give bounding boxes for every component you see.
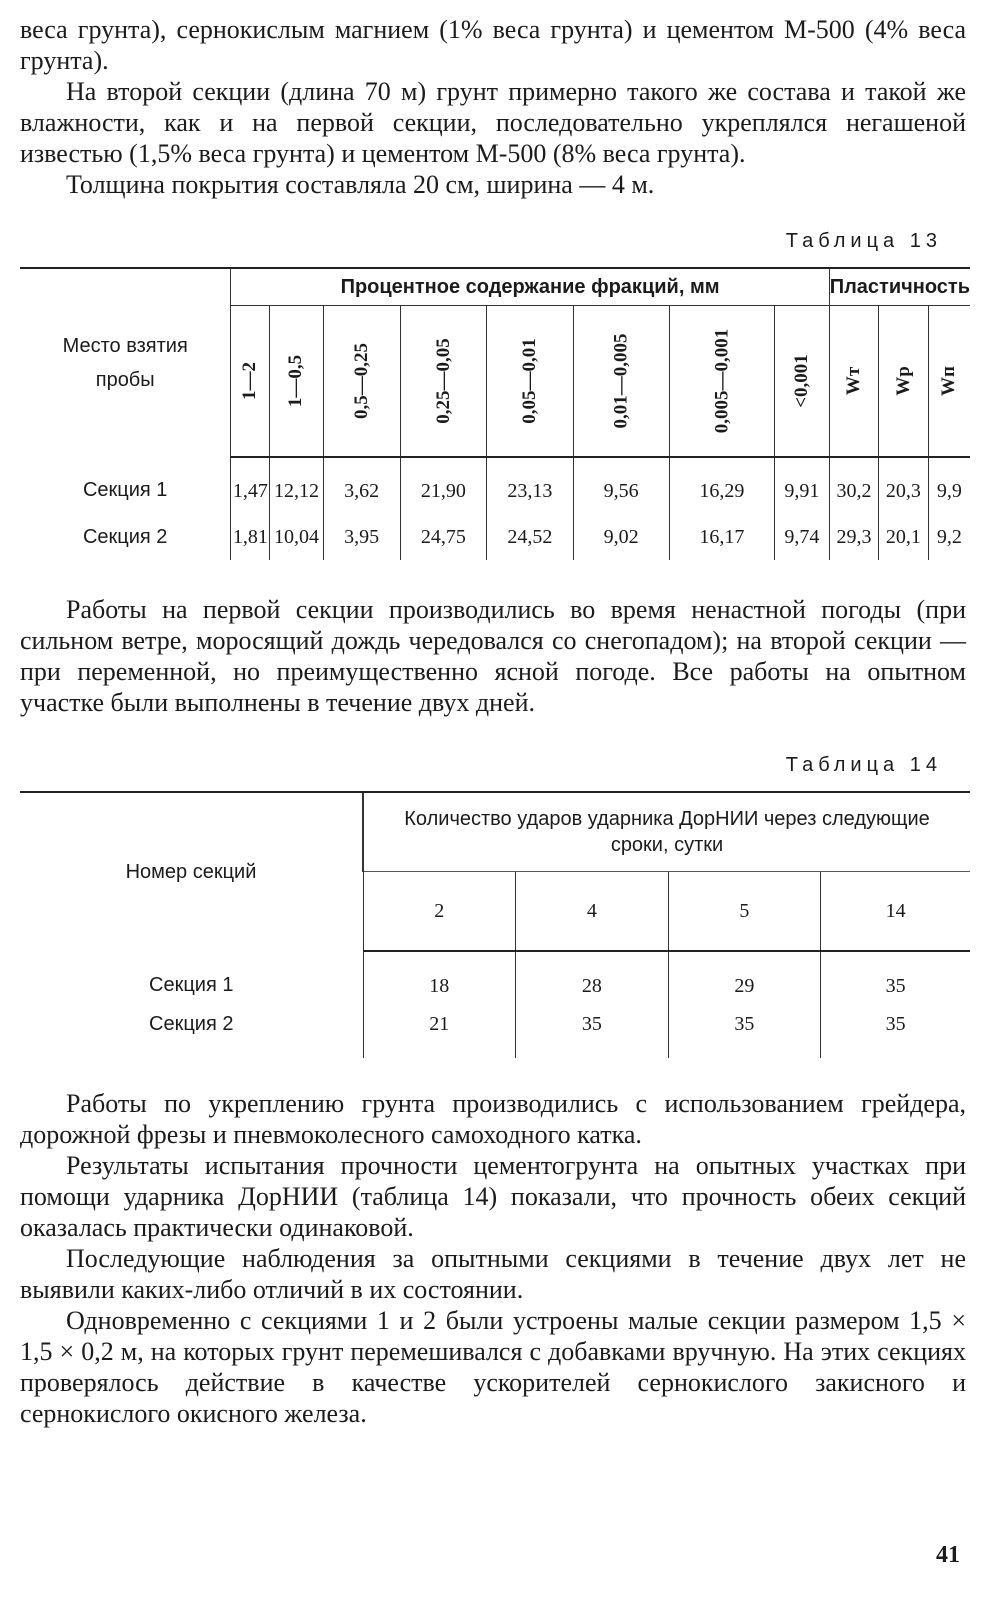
table-cell: 9,9 (928, 457, 970, 514)
paragraph-small-sections: Одновременно с секциями 1 и 2 были устроены малые секции размером 1,5 × 1,5 × 0,2 м, на которых грунт перемешивался с добавками вручную. На этих секциях проверялось действие в качестве ускорителей сернокислого закисного и сернокислого окисного железа. (20, 1306, 966, 1428)
table-cell: 35 (516, 1005, 669, 1058)
day-col-header: 2 (363, 872, 516, 952)
table-row (20, 1005, 970, 1058)
fraction-col-header: 1—2 (231, 306, 270, 458)
paragraph-weather: Работы на первой секции производились во время ненастной погоды (при сильном ветре, моросящий дождь чередовался со снегопадом); на второй секции — при переменной, но преимущественно ясной погоде. Все работы на опытном участке были выполнены в течение двух дней. (20, 595, 966, 717)
table-14 (20, 791, 970, 1058)
plasticity-col-header: Wт (829, 306, 878, 458)
fraction-col-header: 0,05—0,01 (487, 306, 574, 458)
table-row (20, 514, 970, 560)
table-13 (20, 267, 970, 560)
table-cell: 16,17 (669, 514, 775, 560)
fraction-col-header: 0,5—0,25 (323, 306, 400, 458)
table-cell: 24,75 (400, 514, 487, 560)
table-cell: 3,62 (323, 457, 400, 514)
place-header-text: Место взятия пробы (62, 335, 188, 391)
fraction-col-header: <0,001 (775, 306, 830, 458)
fraction-col-header: 0,005—0,001 (669, 306, 775, 458)
table-14-number-header: Номер секций (20, 792, 363, 951)
paragraph-results: Результаты испытания прочности цементогрунта на опытных участках при помощи ударника ДорНИИ (таблица 14) показали, что прочность обеих секций оказалась практически одинаковой. (20, 1151, 966, 1242)
table-cell: 29,3 (829, 514, 878, 560)
paragraph-continuation: веса грунта), сернокислым магнием (1% веса грунта) и цементом М-500 (4% веса грунта). (20, 15, 966, 75)
fraction-col-header: 1—0,5 (270, 306, 323, 458)
table-cell: 29 (668, 951, 821, 1005)
table-row (20, 457, 970, 514)
day-col-header: 14 (821, 872, 970, 952)
table-cell: 9,2 (928, 514, 970, 560)
table-cell: 23,13 (487, 457, 574, 514)
table-cell: 35 (821, 1005, 970, 1058)
table-14-caption: Таблица 14 (785, 754, 942, 776)
table-cell: 35 (821, 951, 970, 1005)
table-cell: 9,91 (775, 457, 830, 514)
table-cell: 9,74 (775, 514, 830, 560)
table-cell: 20,3 (879, 457, 928, 514)
table-14-group-header (363, 792, 970, 872)
paragraph-observations: Последующие наблюдения за опытными секциями в течение двух лет не выявили каких-либо отличий в их состоянии. (20, 1244, 966, 1304)
day-col-header: 5 (668, 872, 821, 952)
table-cell: 9,02 (573, 514, 669, 560)
paragraph-thickness: Толщина покрытия составляла 20 см, ширина — 4 м. (66, 170, 655, 199)
table-cell: 12,12 (270, 457, 323, 514)
table-cell: 1,47 (231, 457, 270, 514)
table-13-fractions-header: Процентное содержание фракций, мм (231, 268, 829, 306)
table-cell: 1,81 (231, 514, 270, 560)
day-col-header: 4 (516, 872, 669, 952)
plasticity-col-header: Wп (928, 306, 970, 458)
table-cell: 18 (363, 951, 516, 1005)
plasticity-col-header: Wр (879, 306, 928, 458)
table-cell: 3,95 (323, 514, 400, 560)
table-13-caption: Таблица 13 (785, 230, 942, 252)
table-cell: 10,04 (270, 514, 323, 560)
paragraph-second-section: На второй секции (длина 70 м) грунт примерно такого же состава и такой же влажности, как и на первой секции, последовательно укреплялся негашеной известью (1,5% веса грунта) и цементом М-500 (8% веса грунта). (20, 77, 966, 168)
table-13-place-header (20, 268, 231, 457)
table-cell: 20,1 (879, 514, 928, 560)
table-row (20, 951, 970, 1005)
table-cell: 9,56 (573, 457, 669, 514)
row-label: Секция 1 (82, 479, 168, 501)
row-label: Секция 2 (149, 1012, 234, 1035)
table-cell: 24,52 (487, 514, 574, 560)
paragraph-equipment: Работы по укреплению грунта производились с использованием грейдера, дорожной фрезы и пневмоколесного самоходного катка. (20, 1089, 966, 1149)
fraction-col-header: 0,25—0,05 (400, 306, 487, 458)
row-label: Секция 1 (149, 974, 234, 996)
group-header-text: Количество ударов ударника ДорНИИ через следующие сроки, сутки (404, 808, 930, 856)
table-cell: 35 (668, 1005, 821, 1058)
fraction-col-header: 0,01—0,005 (573, 306, 669, 458)
table-cell: 16,29 (669, 457, 775, 514)
page-number: 41 (936, 1542, 960, 1568)
table-13-plasticity-header: Пластичность (829, 268, 970, 306)
row-label: Секция 2 (82, 525, 168, 548)
table-cell: 21 (363, 1005, 516, 1058)
book-page (20, 14, 970, 1429)
table-cell: 28 (516, 951, 669, 1005)
table-cell: 30,2 (829, 457, 878, 514)
table-cell: 21,90 (400, 457, 487, 514)
